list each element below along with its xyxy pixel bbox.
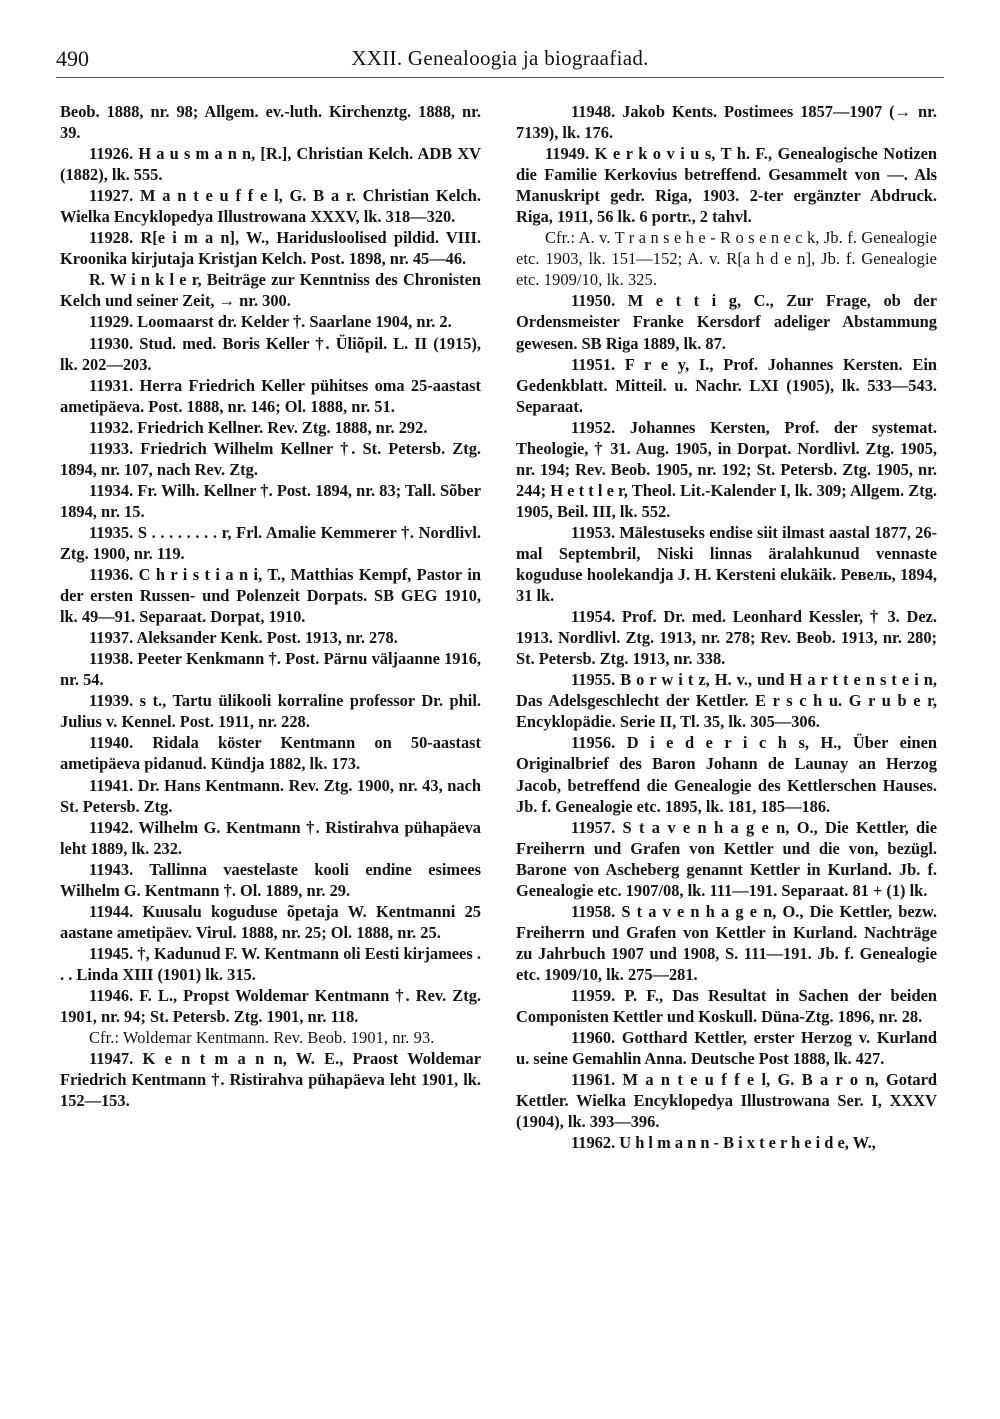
bibliography-entry: 11937. Aleksander Kenk. Post. 1913, nr. 278. bbox=[89, 628, 398, 648]
bibliography-entry: 11945. †, Kadunud F. W. Kentmann oli Eesti kirjamees . . . Linda XIII (1901) lk. 315. bbox=[60, 943, 481, 984]
bibliography-entry: 11954. Prof. Dr. med. Leonhard Kessler, † 3. Dez. 1913. Nordlivl. Ztg. 1913, nr. 278; Rev. Beob. 1913, nr. 280; St. Petersb. Ztg. 1913, nr. 338. bbox=[516, 607, 937, 669]
bibliography-entry: 11951. F r e y, I., Prof. Johannes Kersten. Ein Gedenkblatt. Mitteil. u. Nachr. LXI (1905), lk. 533—543. Separaat. bbox=[516, 354, 937, 416]
bibliography-entry: 11946. F. L., Propst Woldemar Kentmann †. Rev. Ztg. 1901, nr. 94; St. Petersb. Ztg. 1901, nr. 118. bbox=[60, 985, 481, 1027]
bibliography-entry: 11930. Stud. med. Boris Keller †. Üliõpil. L. II (1915), lk. 202—203. bbox=[60, 333, 481, 374]
bibliography-entry: 11927. M a n t e u f f e l, G. B a r. Christian Kelch. Wielka Encyklopedya Illustrowana XXXV, lk. 318—320. bbox=[60, 186, 481, 227]
bibliography-entry: 11932. Friedrich Kellner. Rev. Ztg. 1888, nr. 292. bbox=[89, 417, 428, 437]
bibliography-entry: 11953. Mälestuseks endise siit ilmast aastal 1877, 26-mal Septembril, Niski linnas äralahkunud vennaste koguduse hoolekandja J. H. Kersteni elukäik. Ревель, 1894, 31 lk. bbox=[516, 522, 937, 606]
bibliography-entry: 11941. Dr. Hans Kentmann. Rev. Ztg. 1900, nr. 43, nach St. Petersb. Ztg. bbox=[60, 775, 481, 816]
page-header bbox=[56, 46, 944, 76]
bibliography-entry: 11950. M e t t i g, C., Zur Frage, ob der Ordensmeister Franke Kersdorf adeliger Abstammung gewesen. SB Riga 1889, lk. 87. bbox=[516, 291, 937, 353]
bibliography-entry: 11949. K e r k o v i u s, T h. F., Genealogische Notizen die Familie Kerkovius betreffend. Gesammelt von —. Als Manuskript gedr. Riga, 1903. 2-ter ergänzter Abdruck. Riga, 1911, 56 lk. 6 portr., 2 tahvl. bbox=[516, 144, 937, 227]
running-title: XXII. Genealoogia ja biograafiad. bbox=[351, 46, 649, 70]
bibliography-entry: 11931. Herra Friedrich Keller pühitses oma 25-aastast ametipäeva. Post. 1888, nr. 146; Ol. 1888, nr. 51. bbox=[60, 375, 481, 416]
bibliography-entry: 11929. Loomaarst dr. Kelder †. Saarlane 1904, nr. 2. bbox=[89, 312, 452, 332]
bibliography-entry: 11962. U h l m a n n - B i x t e r h e i d e, W., bbox=[571, 1133, 876, 1153]
bibliography-entry: 11959. P. F., Das Resultat in Sachen der beiden Componisten Kettler und Koskull. Düna-Ztg. 1896, nr. 28. bbox=[516, 985, 937, 1027]
bibliography-entry: 11944. Kuusalu koguduse õpetaja W. Kentmanni 25 aastane ametipäev. Virul. 1888, nr. 25; Ol. 1888, nr. 25. bbox=[60, 901, 481, 942]
bibliography-entry: 11958. S t a v e n h a g e n, O., Die Kettler, bezw. Freiherrn und Grafen von Kettler in Kurland. Nachträge zu Jahrbuch 1907 und 1908, S. 111—191. Jb. f. Genealogie etc. 1909/10, lk. 275—281. bbox=[516, 901, 937, 984]
cross-reference: Cfr.: Woldemar Kentmann. Rev. Beob. 1901, nr. 93. bbox=[89, 1028, 435, 1048]
right-column bbox=[516, 101, 937, 1153]
bibliography-entry: R. W i n k l e r, Beiträge zur Kenntniss des Chronisten Kelch und seiner Zeit, → nr. 300. bbox=[60, 270, 481, 311]
bibliography-entry: 11943. Tallinna vaestelaste kooli endine esimees Wilhelm G. Kentmann †. Ol. 1889, nr. 29. bbox=[60, 859, 481, 900]
bibliography-entry: 11938. Peeter Kenkmann †. Post. Pärnu väljaanne 1916, nr. 54. bbox=[60, 649, 481, 690]
bibliography-entry: 11960. Gotthard Kettler, erster Herzog v. Kurland u. seine Gemahlin Anna. Deutsche Post 1888, lk. 427. bbox=[516, 1028, 937, 1069]
bibliography-entry: Beob. 1888, nr. 98; Allgem. ev.-luth. Kirchenztg. 1888, nr. 39. bbox=[60, 102, 481, 143]
bibliography-entry: 11957. S t a v e n h a g e n, O., Die Kettler, die Freiherrn und Grafen von Kettler und die von, bezügl. Barone von Ascheberg genannt Kettler in Kurland. Jb. f. Genealogie etc. 1907/08, lk. 111—191. Separaat. 81 + (1) lk. bbox=[516, 817, 937, 900]
bibliography-entry: 11934. Fr. Wilh. Kellner †. Post. 1894, nr. 83; Tall. Sõber 1894, nr. 15. bbox=[60, 480, 481, 521]
bibliography-entry: 11947. K e n t m a n n, W. E., Praost Woldemar Friedrich Kentmann †. Ristirahva pühapäeva leht 1901, lk. 152—153. bbox=[60, 1049, 481, 1111]
bibliography-entry: 11939. s t., Tartu ülikooli korraline professor Dr. phil. Julius v. Kennel. Post. 1911, nr. 228. bbox=[60, 691, 481, 732]
bibliography-entry: 11948. Jakob Kents. Postimees 1857—1907 (→ nr. 7139), lk. 176. bbox=[516, 102, 937, 143]
bibliography-entry: 11933. Friedrich Wilhelm Kellner †. St. Petersb. Ztg. 1894, nr. 107, nach Rev. Ztg. bbox=[60, 438, 481, 479]
cross-reference: Cfr.: A. v. T r a n s e h e - R o s e n e c k, Jb. f. Genealogie etc. 1903, lk. 151—152; A. v. R[a h d e n], Jb. f. Genealogie etc. 1909/10, lk. 325. bbox=[516, 228, 937, 290]
bibliography-entry: 11956. D i e d e r i c h s, H., Über einen Originalbrief des Baron Johann de Launay an Herzog Jacob, betreffend die Genealogie des Kettlerschen Hauses. Jb. f. Genealogie etc. 1895, lk. 181, 185—186. bbox=[516, 733, 937, 816]
bibliography-entry: 11952. Johannes Kersten, Prof. der systemat. Theologie, † 31. Aug. 1905, in Dorpat. Nordlivl. Ztg. 1905, nr. 194; Rev. Beob. 1905, nr. 192; St. Petersb. Ztg. 1905, nr. 244; H e t t l e r, Theol. Lit.-Kalender I, lk. 309; Allgem. Ztg. 1905, Beil. III, lk. 552. bbox=[516, 417, 937, 521]
bibliography-entry: 11955. B o r w i t z, H. v., und H a r t t e n s t e i n, Das Adelsgeschlecht der Kettler. E r s c h u. G r u b e r, Encyklopädie. Serie II, Tl. 35, lk. 305—306. bbox=[516, 670, 937, 732]
left-column bbox=[60, 101, 481, 1111]
bibliography-entry: 11936. C h r i s t i a n i, T., Matthias Kempf, Pastor in der ersten Russen- und Polenzeit Dorpats. SB GEG 1910, lk. 49—91. Separaat. Dorpat, 1910. bbox=[60, 565, 481, 627]
bibliography-entry: 11926. H a u s m a n n, [R.], Christian Kelch. ADB XV (1882), lk. 555. bbox=[60, 144, 481, 185]
bibliography-entry: 11942. Wilhelm G. Kentmann †. Ristirahva pühapäeva leht 1889, lk. 232. bbox=[60, 817, 481, 858]
header-rule bbox=[56, 77, 944, 78]
bibliography-entry: 11935. S . . . . . . . . r, Frl. Amalie Kemmerer †. Nordlivl. Ztg. 1900, nr. 119. bbox=[60, 522, 481, 563]
bibliography-entry: 11940. Ridala köster Kentmann on 50-aastast ametipäeva pidanud. Kündja 1882, lk. 173. bbox=[60, 733, 481, 774]
bibliography-entry: 11961. M a n t e u f f e l, G. B a r o n, Gotard Kettler. Wielka Encyklopedya Illustrowana Ser. I, XXXV (1904), lk. 393—396. bbox=[516, 1070, 937, 1132]
page-number: 490 bbox=[56, 46, 89, 71]
bibliography-entry: 11928. R[e i m a n], W., Haridusloolised pildid. VIII. Kroonika kirjutaja Kristjan Kelch. Post. 1898, nr. 45—46. bbox=[60, 228, 481, 269]
